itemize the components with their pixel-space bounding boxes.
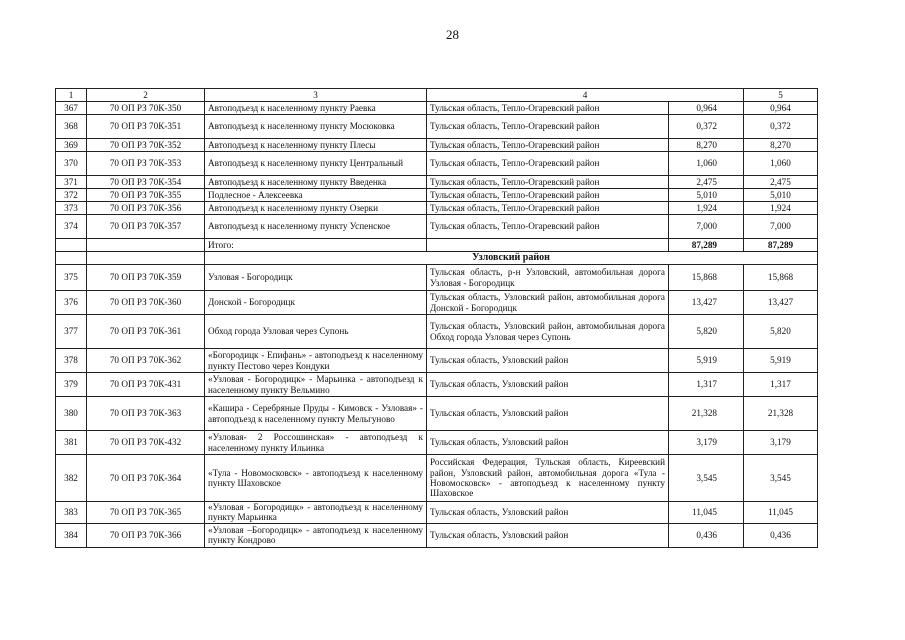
row-number: 375 [56, 265, 87, 291]
table-row [56, 291, 818, 315]
road-length-total: 1,060 [744, 152, 818, 176]
road-location: Тульская область, Тепло-Огаревский район [427, 215, 669, 239]
road-name: Обход города Узловая через Супонь [205, 315, 427, 349]
road-length: 5,919 [669, 349, 744, 373]
table-row [56, 202, 818, 215]
empty-cell [87, 252, 205, 265]
road-code: 70 ОП РЗ 70К-432 [87, 431, 205, 455]
road-length: 0,372 [669, 115, 744, 139]
road-code: 70 ОП РЗ 70К-364 [87, 455, 205, 502]
road-length-total: 3,179 [744, 431, 818, 455]
road-length-total: 5,919 [744, 349, 818, 373]
empty-cell [56, 239, 87, 252]
road-name: Автоподъезд к населенному пункту Раевка [205, 102, 427, 115]
row-number: 381 [56, 431, 87, 455]
table-row [56, 265, 818, 291]
road-location: Тульская область, Узловский район [427, 431, 669, 455]
road-length-total: 11,045 [744, 502, 818, 524]
road-length-total: 0,436 [744, 523, 818, 547]
road-name: Автоподъезд к населенному пункту Озерки [205, 202, 427, 215]
road-location: Тульская область, Тепло-Огаревский район [427, 202, 669, 215]
road-name: «Богородицк - Епифань» - автоподъезд к населенному пункту Пестово через Кондуки [205, 349, 427, 373]
row-number: 367 [56, 102, 87, 115]
table-row [56, 397, 818, 431]
column-header: 2 [87, 89, 205, 102]
road-name: Узловая - Богородицк [205, 265, 427, 291]
road-length: 1,060 [669, 152, 744, 176]
road-length: 0,964 [669, 102, 744, 115]
road-name: «Узловая- 2 Россошинская» - автоподъезд к населенному пункту Ильинка [205, 431, 427, 455]
row-number: 377 [56, 315, 87, 349]
table-row [56, 152, 818, 176]
road-name: «Узловая - Богородицк» - Марьинка - автоподъезд к населенному пункту Вельмино [205, 373, 427, 397]
road-length: 1,317 [669, 373, 744, 397]
road-length-total: 3,545 [744, 455, 818, 502]
road-length: 5,010 [669, 189, 744, 202]
row-number: 370 [56, 152, 87, 176]
table-row [56, 176, 818, 189]
road-name: Автоподъезд к населенному пункту Успенское [205, 215, 427, 239]
total-row [56, 239, 818, 252]
road-location: Тульская область, Узловский район, автомобильная дорога Обход города Узловая через Супонь [427, 315, 669, 349]
road-code: 70 ОП РЗ 70К-351 [87, 115, 205, 139]
road-length: 1,924 [669, 202, 744, 215]
road-location: Тульская область, Узловский район [427, 502, 669, 524]
row-number: 371 [56, 176, 87, 189]
column-header: 4 [427, 89, 744, 102]
road-code: 70 ОП РЗ 70К-355 [87, 189, 205, 202]
section-title: Узловский район [205, 252, 818, 265]
road-length: 8,270 [669, 139, 744, 152]
empty-cell [87, 239, 205, 252]
table-row [56, 189, 818, 202]
road-length-total: 2,475 [744, 176, 818, 189]
road-length-total: 0,964 [744, 102, 818, 115]
row-number: 379 [56, 373, 87, 397]
road-location: Тульская область, р-н Узловский, автомобильная дорога Узловая - Богородицк [427, 265, 669, 291]
road-length-total: 1,317 [744, 373, 818, 397]
road-length-total: 8,270 [744, 139, 818, 152]
road-name: «Кашира - Серебряные Пруды - Кимовск - Узловая» - автоподъезд к населенному пункту Мельгуново [205, 397, 427, 431]
road-location: Тульская область, Тепло-Огаревский район [427, 139, 669, 152]
road-length: 0,436 [669, 523, 744, 547]
road-code: 70 ОП РЗ 70К-357 [87, 215, 205, 239]
road-length: 5,820 [669, 315, 744, 349]
road-length-total: 0,372 [744, 115, 818, 139]
column-header: 1 [56, 89, 87, 102]
road-name: Подлесное - Алексеевка [205, 189, 427, 202]
row-number: 380 [56, 397, 87, 431]
page-number: 28 [446, 27, 459, 42]
row-number: 384 [56, 523, 87, 547]
road-location: Тульская область, Тепло-Огаревский район [427, 189, 669, 202]
road-name: «Узловая –Богородицк» - автоподъезд к населенному пункту Кондрово [205, 523, 427, 547]
empty-cell [56, 252, 87, 265]
road-code: 70 ОП РЗ 70К-366 [87, 523, 205, 547]
road-length: 13,427 [669, 291, 744, 315]
road-name: «Тула - Новомосковск» - автоподъезд к населенному пункту Шаховское [205, 455, 427, 502]
road-length: 21,328 [669, 397, 744, 431]
table-row [56, 523, 818, 547]
road-length-total: 15,868 [744, 265, 818, 291]
table-row [56, 349, 818, 373]
road-name: Донской - Богородицк [205, 291, 427, 315]
row-number: 378 [56, 349, 87, 373]
table-row [56, 139, 818, 152]
road-code: 70 ОП РЗ 70К-360 [87, 291, 205, 315]
column-header: 5 [744, 89, 818, 102]
road-length-total: 7,000 [744, 215, 818, 239]
row-number: 382 [56, 455, 87, 502]
row-number: 369 [56, 139, 87, 152]
road-length-total: 5,010 [744, 189, 818, 202]
table-row [56, 431, 818, 455]
section-row [56, 252, 818, 265]
total-label: Итого: [205, 239, 427, 252]
road-length-total: 13,427 [744, 291, 818, 315]
table-row [56, 502, 818, 524]
road-length: 7,000 [669, 215, 744, 239]
road-location: Тульская область, Тепло-Огаревский район [427, 176, 669, 189]
road-code: 70 ОП РЗ 70К-359 [87, 265, 205, 291]
road-name: Автоподъезд к населенному пункту Плесы [205, 139, 427, 152]
table-row [56, 373, 818, 397]
road-code: 70 ОП РЗ 70К-431 [87, 373, 205, 397]
row-number: 374 [56, 215, 87, 239]
road-name: Автоподъезд к населенному пункту Центральный [205, 152, 427, 176]
road-code: 70 ОП РЗ 70К-363 [87, 397, 205, 431]
road-length: 2,475 [669, 176, 744, 189]
road-location: Тульская область, Тепло-Огаревский район [427, 115, 669, 139]
road-code: 70 ОП РЗ 70К-353 [87, 152, 205, 176]
row-number: 383 [56, 502, 87, 524]
road-location: Тульская область, Узловский район [427, 523, 669, 547]
header-row [56, 89, 818, 102]
road-length-total: 1,924 [744, 202, 818, 215]
table-row [56, 455, 818, 502]
table-row [56, 215, 818, 239]
empty-cell [427, 239, 669, 252]
row-number: 368 [56, 115, 87, 139]
total-value: 87,289 [669, 239, 744, 252]
table-row [56, 115, 818, 139]
roads-table [55, 88, 818, 548]
road-location: Российская Федерация, Тульская область, Киреевский район, Узловский район, автомобильная дорога «Тула - Новомосковск» - автоподъезд к населенному пункту Шаховское [427, 455, 669, 502]
road-length-total: 5,820 [744, 315, 818, 349]
road-location: Тульская область, Узловский район [427, 397, 669, 431]
road-code: 70 ОП РЗ 70К-365 [87, 502, 205, 524]
road-code: 70 ОП РЗ 70К-361 [87, 315, 205, 349]
road-name: «Узловая - Богородицк» - автоподъезд к населенному пункту Марьинка [205, 502, 427, 524]
road-code: 70 ОП РЗ 70К-352 [87, 139, 205, 152]
road-location: Тульская область, Узловский район [427, 373, 669, 397]
road-code: 70 ОП РЗ 70К-354 [87, 176, 205, 189]
row-number: 373 [56, 202, 87, 215]
road-location: Тульская область, Тепло-Огаревский район [427, 102, 669, 115]
row-number: 376 [56, 291, 87, 315]
road-code: 70 ОП РЗ 70К-362 [87, 349, 205, 373]
total-value-2: 87,289 [744, 239, 818, 252]
table-row [56, 102, 818, 115]
table-row [56, 315, 818, 349]
road-location: Тульская область, Узловский район [427, 349, 669, 373]
row-number: 372 [56, 189, 87, 202]
road-location: Тульская область, Узловский район, автомобильная дорога Донской - Богородицк [427, 291, 669, 315]
column-header: 3 [205, 89, 427, 102]
road-code: 70 ОП РЗ 70К-350 [87, 102, 205, 115]
road-location: Тульская область, Тепло-Огаревский район [427, 152, 669, 176]
road-length: 15,868 [669, 265, 744, 291]
road-code: 70 ОП РЗ 70К-356 [87, 202, 205, 215]
road-name: Автоподъезд к населенному пункту Мосюковка [205, 115, 427, 139]
road-length: 11,045 [669, 502, 744, 524]
road-length: 3,545 [669, 455, 744, 502]
road-length: 3,179 [669, 431, 744, 455]
road-length-total: 21,328 [744, 397, 818, 431]
road-name: Автоподъезд к населенному пункту Введенка [205, 176, 427, 189]
